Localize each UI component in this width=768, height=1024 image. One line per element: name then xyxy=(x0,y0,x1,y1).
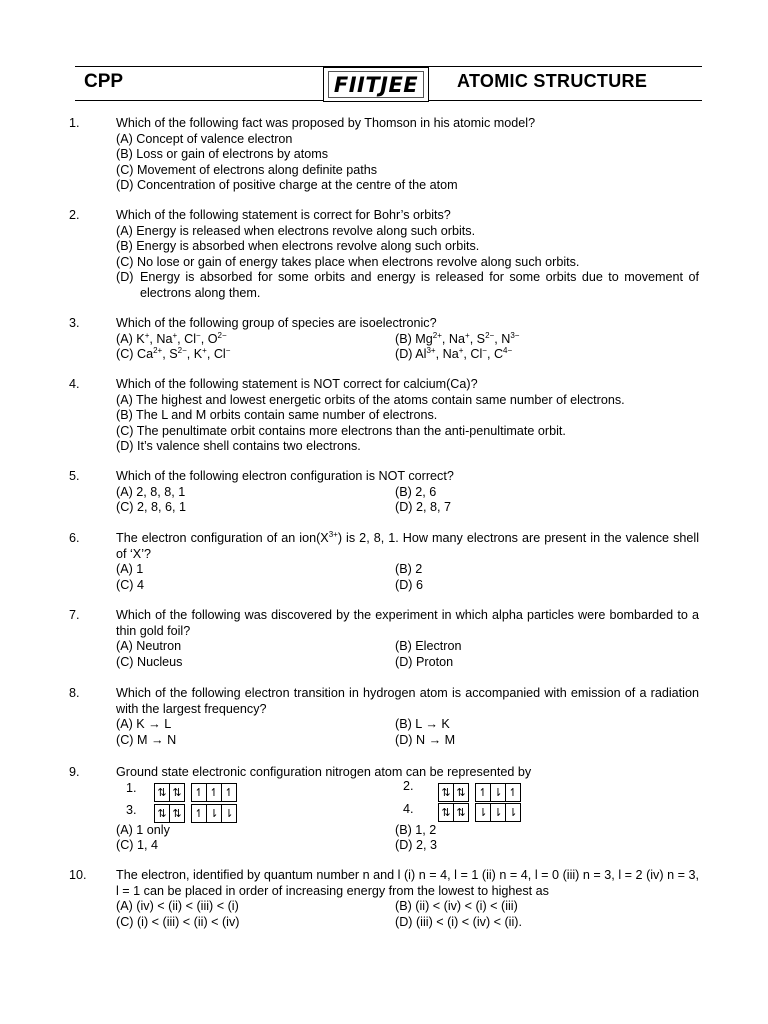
option-b: (B) Electron xyxy=(395,639,462,654)
option-c: (C) Movement of electrons along definite paths xyxy=(116,162,378,177)
option-a: (A) K+, Na+, Cl−, $O^{2-}$ xyxy=(116,330,227,346)
question-number: 2. xyxy=(69,208,80,222)
option-d-label: (D) xyxy=(116,270,134,285)
question-number: 4. xyxy=(69,377,80,391)
orbital-box: ⇅ xyxy=(169,783,185,802)
option-b: (B) The L and M orbits contain same number of electrons. xyxy=(116,408,438,423)
option-b: (B) Energy is absorbed when electrons revolve along such orbits. xyxy=(116,239,480,254)
question-number: 7. xyxy=(69,608,80,622)
header-left-label: CPP xyxy=(84,71,124,92)
question-text: Which of the following electron configuration is NOT correct? xyxy=(116,469,454,483)
option-c: (C) 1, 4 xyxy=(116,838,158,853)
logo-text: FIITJEE xyxy=(328,71,424,98)
question-text: Which of the following electron transition in hydrogen atom is accompanied with emission of a radiation with the largest frequency? xyxy=(116,686,699,716)
option-d: (D) 2, 8, 7 xyxy=(395,500,451,515)
option-a: (A) Energy is released when electrons revolve along such orbits. xyxy=(116,223,476,238)
diagram-2-label: 2. xyxy=(403,778,414,793)
question-number: 5. xyxy=(69,469,80,483)
orbital-group xyxy=(438,803,469,822)
orbital-group xyxy=(438,783,469,802)
option-a: (A) K → L xyxy=(116,717,172,732)
option-d: (D) $Al^{3+}$, Na+, Cl−, $C^{4-}$ xyxy=(395,346,513,362)
orbital-box: ⇅ xyxy=(453,803,469,822)
option-b: (B) (ii) < (iv) < (i) < (iii) xyxy=(395,899,518,914)
option-c: (C) No lose or gain of energy takes place when electrons revolve along such orbits. xyxy=(116,254,580,269)
orbital-box: ↿ xyxy=(221,783,237,802)
orbital-box: ↿ xyxy=(206,783,222,802)
option-c: (C) 4 xyxy=(116,577,144,592)
option-a: (A) 1 only xyxy=(116,822,170,837)
diagram-3-label: 3. xyxy=(126,802,137,817)
option-b: (B) 1, 2 xyxy=(395,822,437,837)
orbital-box: ⇅ xyxy=(453,783,469,802)
option-d-text: Energy is absorbed for some orbits and energy is released for some orbits due to movement of electrons along them. xyxy=(140,270,699,300)
option-d xyxy=(116,270,699,301)
question-text: Which of the following statement is NOT correct for calcium(Ca)? xyxy=(116,377,478,391)
option-d: (D) Concentration of positive charge at the centre of the atom xyxy=(116,178,458,193)
question-text: Ground state electronic configuration nitrogen atom can be represented by xyxy=(116,765,532,779)
header-title: ATOMIC STRUCTURE xyxy=(457,71,648,91)
orbital-group xyxy=(475,783,521,802)
option-c: (C) 2, 8, 6, 1 xyxy=(116,500,186,515)
question-number: 8. xyxy=(69,686,80,700)
question-number: 9. xyxy=(69,765,80,779)
question-number: 3. xyxy=(69,316,80,330)
question-number: 6. xyxy=(69,531,80,545)
option-a: (A) Concept of valence electron xyxy=(116,131,293,146)
question-number: 10. xyxy=(69,868,87,882)
orbital-box: ↿ xyxy=(475,783,491,802)
option-d: (D) It’s valence shell contains two electrons. xyxy=(116,439,361,454)
orbital-box: ⇂ xyxy=(490,783,506,802)
orbital-box: ⇂ xyxy=(475,803,491,822)
orbital-group xyxy=(154,804,185,823)
orbital-diagram-1 xyxy=(154,783,243,802)
option-d: (D) 6 xyxy=(395,577,423,592)
orbital-box: ⇅ xyxy=(169,804,185,823)
orbital-group xyxy=(475,803,521,822)
option-c: (C) (i) < (iii) < (ii) < (iv) xyxy=(116,914,240,929)
option-c: (C) $Ca^{2+}$, $S^{2-}$, K+, Cl− xyxy=(116,346,231,362)
orbital-box: ⇂ xyxy=(206,804,222,823)
option-b: (B) 2, 6 xyxy=(395,484,437,499)
option-b: (B) $Mg^{2+}$, Na+, $S^{2-}$, $N^{3-}$ xyxy=(395,330,520,346)
orbital-box: ↿ xyxy=(191,783,207,802)
option-a: (A) The highest and lowest energetic orbits of the atoms contain same number of electrons. xyxy=(116,392,625,407)
diagram-4-label: 4. xyxy=(403,801,414,816)
option-a: (A) (iv) < (ii) < (iii) < (i) xyxy=(116,899,239,914)
orbital-box: ⇅ xyxy=(154,783,170,802)
orbital-box: ↿ xyxy=(191,804,207,823)
orbital-group xyxy=(191,804,237,823)
question-text: The electron, identified by quantum number n and l (i) n = 4, l = 1 (ii) n = 4, l = 0 (iii) n = 3, l = 2 (iv) n = 3, l = 1 can be placed in order of increasing energy from the lowest to highest as xyxy=(116,868,699,898)
diagram-1-label: 1. xyxy=(126,780,137,795)
option-b: (B) L → K xyxy=(395,717,450,732)
option-a: (A) Neutron xyxy=(116,639,182,654)
option-a: (A) 2, 8, 8, 1 xyxy=(116,484,186,499)
option-a: (A) 1 xyxy=(116,562,144,577)
orbital-box: ⇅ xyxy=(438,783,454,802)
option-c: (C) The penultimate orbit contains more electrons than the anti-penultimate orbit. xyxy=(116,423,566,438)
question-text: Which of the following group of species are isoelectronic? xyxy=(116,316,437,330)
orbital-box: ⇂ xyxy=(221,804,237,823)
question-number: 1. xyxy=(69,116,80,130)
orbital-diagram-2 xyxy=(438,783,527,802)
orbital-box: ⇂ xyxy=(505,803,521,822)
orbital-group xyxy=(191,783,237,802)
option-b: (B) 2 xyxy=(395,562,423,577)
option-c: (C) Nucleus xyxy=(116,654,183,669)
question-text: Which of the following was discovered by the experiment in which alpha particles were bombarded to a thin gold foil? xyxy=(116,608,699,638)
option-b: (B) Loss or gain of electrons by atoms xyxy=(116,147,329,162)
option-c: (C) M → N xyxy=(116,732,177,747)
option-d: (D) 2, 3 xyxy=(395,838,437,853)
orbital-box: ↿ xyxy=(505,783,521,802)
option-d: (D) Proton xyxy=(395,654,454,669)
orbital-group xyxy=(154,783,185,802)
orbital-box: ⇂ xyxy=(490,803,506,822)
question-text: The electron configuration of an $ion(X^{3+})$ is 2, 8, 1. How many electrons are present in the valence shell of ‘X’? xyxy=(116,530,699,561)
option-d: (D) N → M xyxy=(395,732,456,747)
option-d: (D) (iii) < (i) < (iv) < (ii). xyxy=(395,914,522,929)
question-text: Which of the following statement is correct for Bohr’s orbits? xyxy=(116,208,451,222)
fiitjee-logo xyxy=(323,67,429,102)
question-text: Which of the following fact was proposed by Thomson in his atomic model? xyxy=(116,116,536,130)
orbital-box: ⇅ xyxy=(154,804,170,823)
orbital-box: ⇅ xyxy=(438,803,454,822)
orbital-diagram-4 xyxy=(438,803,527,822)
orbital-diagram-3 xyxy=(154,804,243,823)
